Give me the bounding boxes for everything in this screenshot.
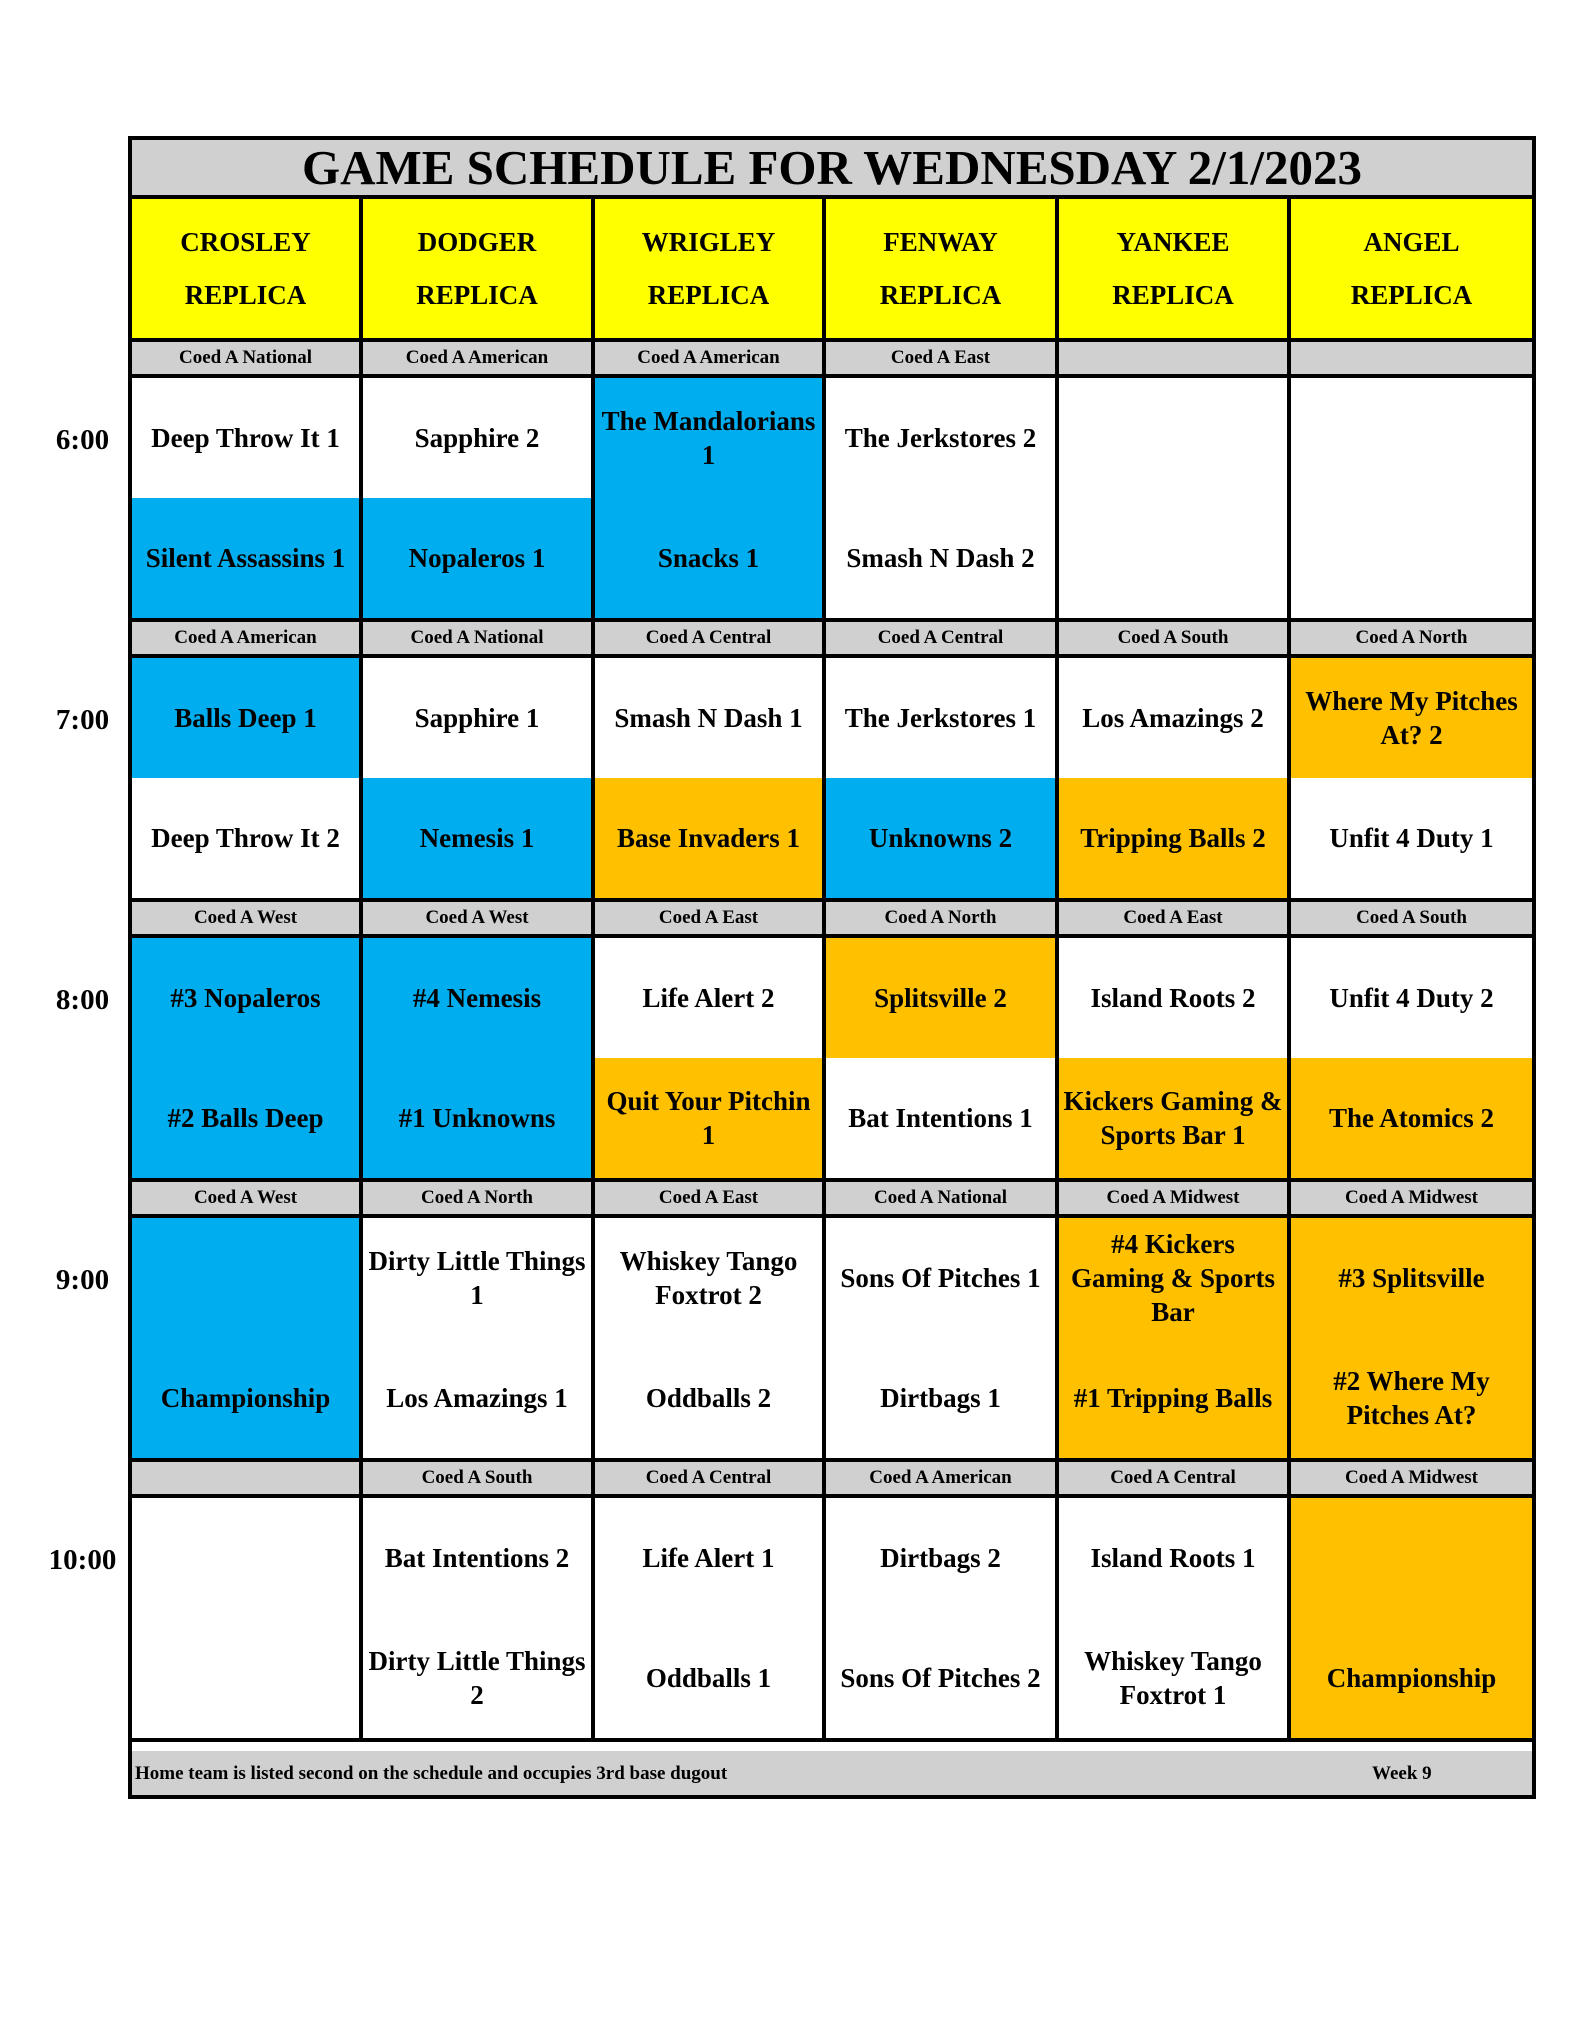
home-team: Los Amazings 1 — [363, 1338, 591, 1458]
away-team: Island Roots 2 — [1059, 938, 1287, 1058]
division-label: Coed A South — [363, 1462, 595, 1498]
field-header-wrigley — [595, 199, 826, 342]
away-team: #3 Nopaleros — [132, 938, 359, 1058]
time-label: 10:00 — [48, 1544, 117, 1576]
field-header-dodger — [363, 199, 595, 342]
division-label: Coed A Central — [826, 622, 1059, 658]
game-cell — [1291, 658, 1532, 902]
division-label: Coed A Central — [595, 1462, 826, 1498]
game-cell — [826, 1498, 1059, 1742]
game-cell — [1291, 1498, 1532, 1742]
away-team: #4 Nemesis — [363, 938, 591, 1058]
away-team: Los Amazings 2 — [1059, 658, 1287, 778]
away-team — [132, 1218, 359, 1338]
field-name: WRIGLEY — [641, 226, 776, 257]
field-header-yankee — [1059, 199, 1291, 342]
home-team: Unknowns 2 — [826, 778, 1055, 898]
division-label — [1291, 342, 1532, 378]
game-cell — [826, 938, 1059, 1182]
home-team: Bat Intentions 1 — [826, 1058, 1055, 1178]
page-title: GAME SCHEDULE FOR WEDNESDAY 2/1/2023 — [132, 140, 1532, 199]
time-label: 6:00 — [55, 424, 110, 456]
division-label: Coed A East — [595, 1182, 826, 1218]
game-cell — [1059, 1498, 1291, 1742]
away-team — [1059, 378, 1287, 498]
away-team: Life Alert 1 — [595, 1498, 822, 1618]
game-cell — [595, 658, 826, 902]
home-team — [1059, 498, 1287, 618]
away-team: The Jerkstores 2 — [826, 378, 1055, 498]
field-subtitle: REPLICA — [1112, 279, 1234, 310]
home-team: Whiskey Tango Foxtrot 1 — [1059, 1618, 1287, 1738]
game-cell — [1291, 378, 1532, 622]
home-team: Quit Your Pitchin 1 — [595, 1058, 822, 1178]
game-cell — [363, 938, 595, 1182]
away-team: The Mandalorians 1 — [595, 378, 822, 498]
game-cell — [1059, 378, 1291, 622]
home-team — [132, 1618, 359, 1738]
away-team: Sapphire 2 — [363, 378, 591, 498]
away-team: Whiskey Tango Foxtrot 2 — [595, 1218, 822, 1338]
field-name: ANGEL — [1363, 226, 1460, 257]
division-label: Coed A West — [132, 902, 363, 938]
division-label: Coed A North — [363, 1182, 595, 1218]
game-cell — [826, 378, 1059, 622]
home-team: #2 Balls Deep — [132, 1058, 359, 1178]
division-label: Coed A East — [826, 342, 1059, 378]
away-team: Smash N Dash 1 — [595, 658, 822, 778]
away-team: Dirtbags 2 — [826, 1498, 1055, 1618]
away-team: The Jerkstores 1 — [826, 658, 1055, 778]
schedule-table — [128, 136, 1536, 1799]
home-team: Dirty Little Things 2 — [363, 1618, 591, 1738]
division-label: Coed A Central — [1059, 1462, 1291, 1498]
division-label: Coed A North — [826, 902, 1059, 938]
away-team: Life Alert 2 — [595, 938, 822, 1058]
time-label: 8:00 — [55, 984, 110, 1016]
division-label: Coed A National — [826, 1182, 1059, 1218]
home-team: Championship — [1291, 1618, 1532, 1738]
division-label: Coed A American — [132, 622, 363, 658]
home-team: Nopaleros 1 — [363, 498, 591, 618]
division-label: Coed A East — [595, 902, 826, 938]
field-header-fenway — [826, 199, 1059, 342]
away-team: Dirty Little Things 1 — [363, 1218, 591, 1338]
time-label: 9:00 — [55, 1264, 110, 1296]
division-label: Coed A Midwest — [1291, 1182, 1532, 1218]
division-label: Coed A West — [132, 1182, 363, 1218]
home-team: Sons Of Pitches 2 — [826, 1618, 1055, 1738]
game-cell — [595, 1218, 826, 1462]
away-team: Splitsville 2 — [826, 938, 1055, 1058]
division-label: Coed A American — [595, 342, 826, 378]
field-subtitle: REPLICA — [184, 279, 307, 310]
away-team: Balls Deep 1 — [132, 658, 359, 778]
time-label: 7:00 — [55, 704, 110, 736]
home-team: Smash N Dash 2 — [826, 498, 1055, 618]
home-team: The Atomics 2 — [1291, 1058, 1532, 1178]
week-label: Week 9 — [1372, 1763, 1432, 1784]
game-cell — [1291, 938, 1532, 1182]
away-team — [1291, 1498, 1532, 1618]
away-team: Sons Of Pitches 1 — [826, 1218, 1055, 1338]
game-cell — [363, 1498, 595, 1742]
field-name: YANKEE — [1116, 226, 1230, 257]
home-team: Snacks 1 — [595, 498, 822, 618]
home-team: Silent Assassins 1 — [132, 498, 359, 618]
division-label: Coed A American — [826, 1462, 1059, 1498]
home-team: Dirtbags 1 — [826, 1338, 1055, 1458]
field-name: FENWAY — [883, 226, 998, 257]
away-team — [1291, 378, 1532, 498]
away-team: Where My Pitches At? 2 — [1291, 658, 1532, 778]
away-team: Island Roots 1 — [1059, 1498, 1287, 1618]
game-cell — [595, 378, 826, 622]
game-cell — [595, 1498, 826, 1742]
home-team: #1 Tripping Balls — [1059, 1338, 1287, 1458]
game-cell — [1291, 1218, 1532, 1462]
away-team: #4 Kickers Gaming & Sports Bar — [1059, 1218, 1287, 1338]
game-cell — [363, 1218, 595, 1462]
home-team — [1291, 498, 1532, 618]
game-cell — [132, 658, 363, 902]
game-cell — [1059, 1218, 1291, 1462]
division-label — [132, 1462, 363, 1498]
away-team: Sapphire 1 — [363, 658, 591, 778]
division-label: Coed A Midwest — [1291, 1462, 1532, 1498]
home-team: Deep Throw It 2 — [132, 778, 359, 898]
away-team: #3 Splitsville — [1291, 1218, 1532, 1338]
division-label: Coed A West — [363, 902, 595, 938]
game-cell — [132, 1218, 363, 1462]
footer-note: Home team is listed second on the schedule and occupies 3rd base dugout — [135, 1763, 728, 1784]
division-label: Coed A East — [1059, 902, 1291, 938]
home-team: Tripping Balls 2 — [1059, 778, 1287, 898]
home-team: Oddballs 2 — [595, 1338, 822, 1458]
home-team: Oddballs 1 — [595, 1618, 822, 1738]
away-team — [132, 1498, 359, 1618]
field-name: DODGER — [417, 226, 537, 257]
home-team: Kickers Gaming & Sports Bar 1 — [1059, 1058, 1287, 1178]
division-label: Coed A National — [132, 342, 363, 378]
game-cell — [363, 378, 595, 622]
home-team: #1 Unknowns — [363, 1058, 591, 1178]
division-label — [1059, 342, 1291, 378]
home-team: Nemesis 1 — [363, 778, 591, 898]
footer — [132, 1751, 1532, 1795]
game-cell — [826, 658, 1059, 902]
field-name: CROSLEY — [180, 226, 311, 257]
division-label: Coed A American — [363, 342, 595, 378]
field-subtitle: REPLICA — [1350, 279, 1473, 310]
away-team: Deep Throw It 1 — [132, 378, 359, 498]
field-header-crosley — [132, 199, 363, 342]
division-label: Coed A South — [1059, 622, 1291, 658]
home-team: Base Invaders 1 — [595, 778, 822, 898]
game-cell — [132, 938, 363, 1182]
home-team: Championship — [132, 1338, 359, 1458]
game-cell — [595, 938, 826, 1182]
division-label: Coed A Midwest — [1059, 1182, 1291, 1218]
field-subtitle: REPLICA — [879, 279, 1002, 310]
game-cell — [132, 378, 363, 622]
field-subtitle: REPLICA — [647, 279, 770, 310]
home-team: Unfit 4 Duty 1 — [1291, 778, 1532, 898]
division-label: Coed A South — [1291, 902, 1532, 938]
game-cell — [363, 658, 595, 902]
field-header-angel — [1291, 199, 1532, 342]
game-cell — [132, 1498, 363, 1742]
division-label: Coed A North — [1291, 622, 1532, 658]
game-cell — [1059, 658, 1291, 902]
away-team: Bat Intentions 2 — [363, 1498, 591, 1618]
division-label: Coed A Central — [595, 622, 826, 658]
field-subtitle: REPLICA — [416, 279, 538, 310]
game-cell — [826, 1218, 1059, 1462]
away-team: Unfit 4 Duty 2 — [1291, 938, 1532, 1058]
division-label: Coed A National — [363, 622, 595, 658]
home-team: #2 Where My Pitches At? — [1291, 1338, 1532, 1458]
game-cell — [1059, 938, 1291, 1182]
